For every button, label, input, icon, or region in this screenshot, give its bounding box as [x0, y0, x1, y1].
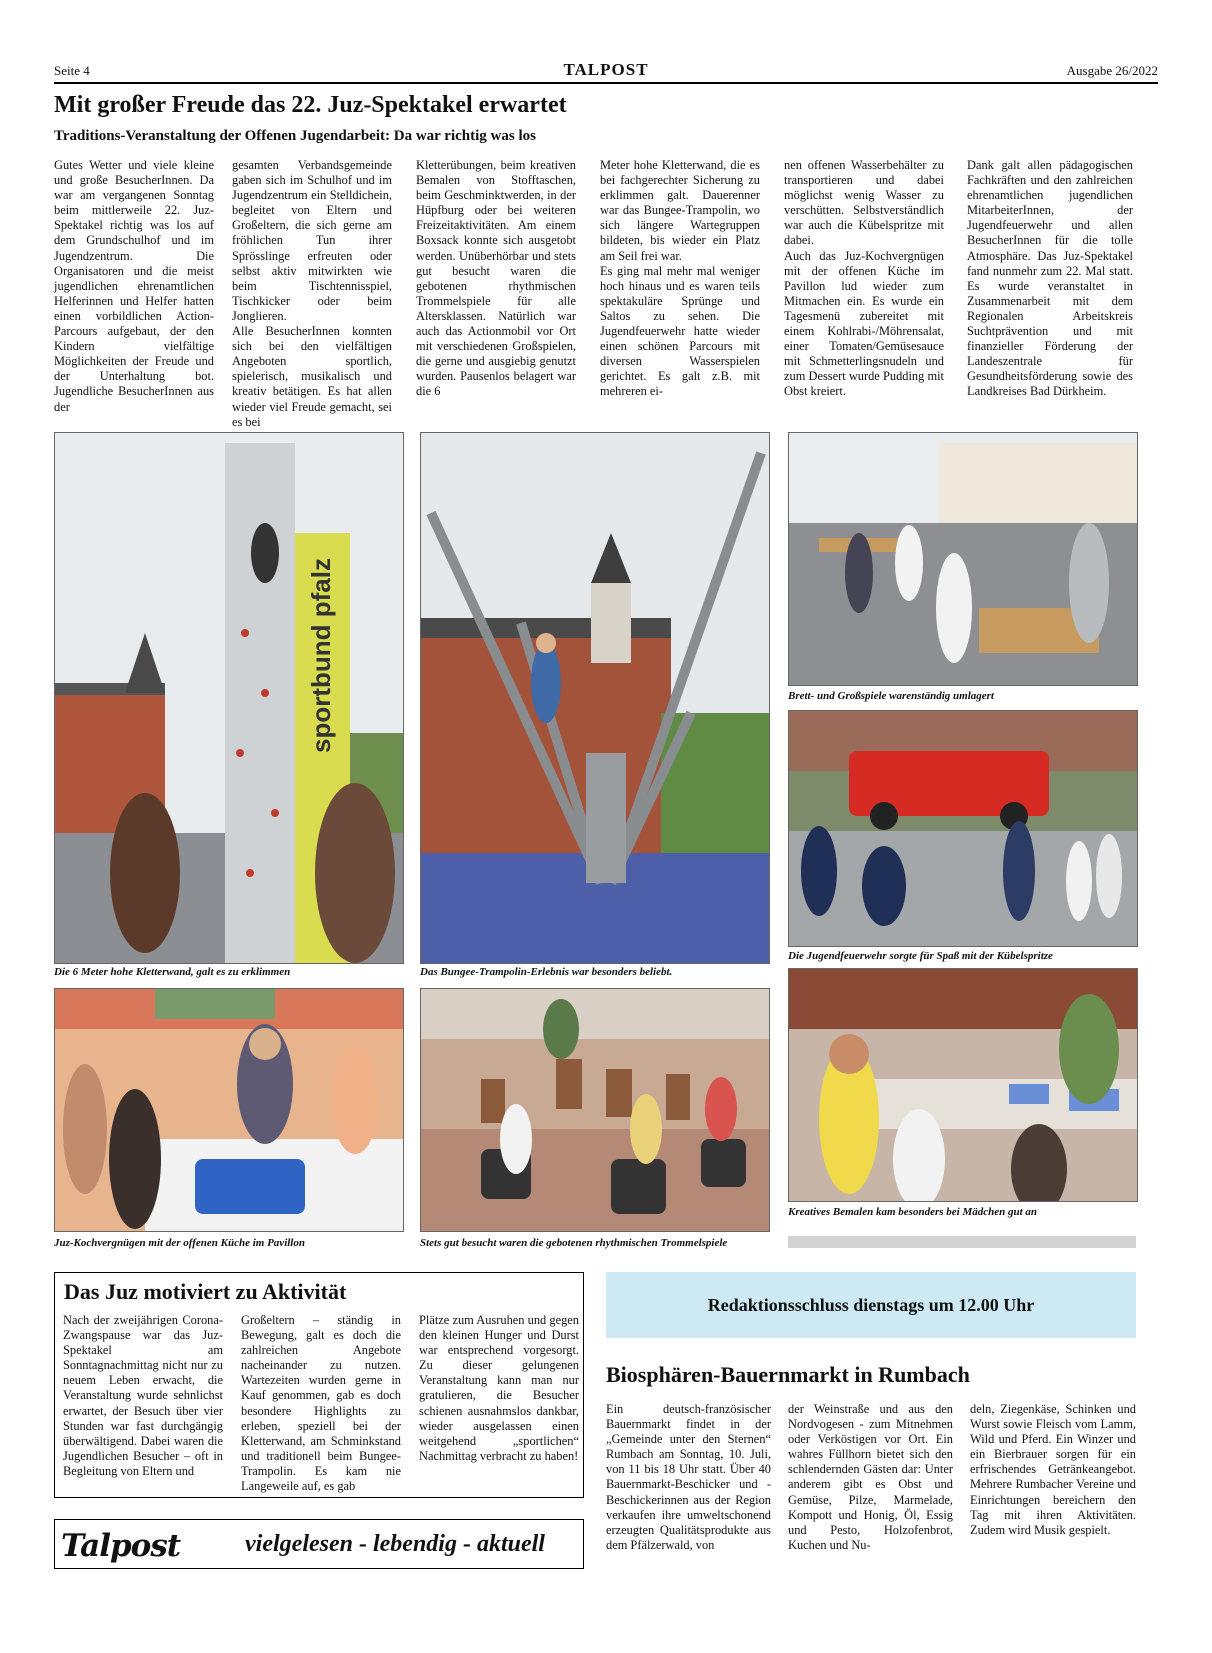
- page-number: Seite 4: [54, 63, 90, 78]
- side-article-box: [54, 1272, 584, 1498]
- board-games-photo: [788, 432, 1138, 686]
- climbing-wall-photo: [54, 432, 404, 964]
- talpost-logo: Talpost: [61, 1528, 181, 1564]
- fire-brigade-photo: [788, 710, 1138, 947]
- article-column-3: [416, 158, 576, 400]
- photo-caption: Stets gut besucht waren die gebotenen rhythmischen Trommelspiele: [420, 1237, 728, 1249]
- divider-bar: [788, 1236, 1136, 1248]
- paragraph: Meter hohe Kletterwand, die es bei fachgerechter Sicherung zu erklimmen galt. Dauerenner war das Bungee-Trampolin, wo sich längere Wartegruppen bildeten, bis wieder ein Platz am Seil frei war.: [600, 158, 760, 263]
- drumming-photo: [420, 988, 770, 1232]
- market-column-2: der Weinstraße und aus den Nordvogesen - zum Mitnehmen oder Verköstigen vor Ort. Ein wahres Füllhorn bietet sich den schlendernden Gästen dar: Unter anderem gibt es Obst und Gemüse, Pilze, Marmelade, Kompott und Honig, Öl, Essig und Pesto, Holzofenbrot, Kuchen und Nu-: [788, 1402, 953, 1552]
- paper-title: TALPOST: [563, 60, 649, 79]
- side-article-column-2: Großeltern – ständig in Bewegung, galt es doch die zahlreichen Angebote nacheinander zu nutzen. Wartezeiten wurden gerne in Kauf genommen, gab es doch besondere Highlights zu erleben, speziell bei der Kletterwand, am Schminkstand und traditionell beim Bungee-Trampolin. Es kam nie Langeweile auf, es gab: [241, 1313, 401, 1494]
- sign-text: sportbund pfalz: [306, 558, 336, 753]
- market-column-3: deln, Ziegenkäse, Schinken und Wurst sowie Fleisch vom Lamm, Wild und Pferd. Ein Winzer und ein Bierbrauer sorgen für ein erfrischendes Getränkeangebot. Mehrere Rumbacher Vereine und Einrichtungen bereichern den Tag mit ihren Aktivitäten. Zudem wird Musik gespielt.: [970, 1402, 1136, 1537]
- paragraph: Kletterübungen, beim kreativen Bemalen von Stofftaschen, beim Geschminktwerden, in der Hüpfburg oder bei weiteren Freizeitaktivitäten. Am einem Boxsack konnte sich ausgetobt werden. Unüberhörbar und stets gut besucht waren die gebotenen rhythmischen Trommelspiele für alle Altersklassen. Natürlich war auch das Actionmobil vor Ort mit verschiedenen Großspielen, die gerne und ausgiebig genutzt wurden. Pausenlos belagert war die 6: [416, 158, 576, 399]
- bungee-trampoline-photo: [420, 432, 770, 964]
- deadline-callout: Redaktionsschluss dienstags um 12.00 Uhr: [606, 1272, 1136, 1338]
- article-subheadline: Traditions-Veranstaltung der Offenen Jugendarbeit: Da war richtig was los: [54, 128, 536, 144]
- photo-caption: Die 6 Meter hohe Kletterwand, galt es zu erklimmen: [54, 966, 291, 978]
- paragraph: Dank galt allen pädagogischen Fachkräften und den zahlreichen ehrenamtlichen jugendlichen MitarbeiterInnen, der Jugendfeuerwehr und allen BesucherInnen für die tolle Atmosphäre. Das Juz-Spektakel fand nunmehr zum 22. Mal statt. Es wurde veranstaltet in Zusammenarbeit mit dem Regionalen Arbeitskreis Suchtprävention und mit finanzieller Förderung der Landeszentrale für Gesundheitsförderung sowie des Landkreises Bad Dürkheim.: [967, 158, 1133, 399]
- paragraph: Gutes Wetter und viele kleine und große BesucherInnen. Da war am vergangenen Sonntag beim mittlerweile 22. Juz-Spektakel richtig was los auf dem Grundschulhof und im Jugendzentrum. Die Organisatoren und die meist jugendlichen ehrenamtlichen Helferinnen und Helfer hatten einen vorbildlichen Action-Parcours aufgebaut, der den Kindern vielfältige Möglichkeiten der Freude und der Unterhaltung bot. Jugendliche BesucherInnen aus der: [54, 158, 214, 414]
- article-column-5: [784, 158, 944, 400]
- issue-number: Ausgabe 26/2022: [1066, 63, 1158, 78]
- paragraph: Alle BesucherInnen konnten sich bei den vielfältigen Angeboten sportlich, spielerisch, musikalisch und kreativ betätigen. Es hat allen wieder viel Freude gemacht, sei es bei: [232, 324, 392, 429]
- side-article-column-3: Plätze zum Ausruhen und gegen den kleinen Hunger und Durst war entsprechend vorgesorgt. Zu dieser gelungenen Veranstaltung kann man nur gratulieren, die Besucher schienen ausnahmslos dankbar, wieder ausgelassen einen weitgehend „sportlichen“ Nachmittag verbracht zu haben!: [419, 1313, 579, 1463]
- side-article-column-1: Nach der zweijährigen Corona-Zwangspause war das Juz-Spektakel am Sonntagnachmittag nicht nur zu neuem Leben erwacht, die Veranstaltung wurde sehnlichst erwartet, der Besuch über vier Stunden war fast durchgängig überwältigend. Dabei waren die Jugendlichen Besucher – oft in Begleitung von Eltern und: [63, 1313, 223, 1478]
- article-headline: Mit großer Freude das 22. Juz-Spektakel erwartet: [54, 92, 567, 118]
- cooking-photo: [54, 988, 404, 1232]
- page-header: [54, 60, 1158, 84]
- side-article-headline: Das Juz motiviert zu Aktivität: [64, 1279, 347, 1304]
- market-headline: Biosphären-Bauernmarkt in Rumbach: [606, 1362, 970, 1387]
- paragraph: nen offenen Wasserbehälter zu transportieren und dabei möglichst wenig Wasser zu verschütten. Selbstverständlich war auch die Kübelspritze mit dabei.: [784, 158, 944, 248]
- market-column-1: Ein deutsch-französischer Bauernmarkt findet in der „Gemeinde unter den Sternen“ Rumbach am Sonntag, 10. Juli, von 11 bis 18 Uhr statt. Über 40 Bauernmarkt-Beschicker und -Beschickerinnen aus der Region verkaufen ihre umweltschonend erzeugten Qualitätsprodukte aus dem Pfälzerwald, von: [606, 1402, 771, 1552]
- article-column-1: [54, 158, 214, 415]
- promo-box: [54, 1519, 584, 1569]
- photo-caption: Das Bungee-Trampolin-Erlebnis war besonders beliebt.: [420, 966, 673, 978]
- photo-caption: Brett- und Großspiele warenständig umlagert: [788, 690, 994, 702]
- article-column-2: [232, 158, 392, 430]
- promo-slogan: vielgelesen - lebendig - aktuell: [245, 1531, 545, 1557]
- photo-caption: Die Jugendfeuerwehr sorgte für Spaß mit der Kübelspritze: [788, 950, 1053, 962]
- painting-photo: [788, 968, 1138, 1202]
- paragraph: Auch das Juz-Kochvergnügen mit der offenen Küche im Pavillon lud wieder zum Mitmachen ein. Es wurde ein Tagesmenü zubereitet mit einem Kohlrabi-/Möhrensalat, einer Tomaten/Gemüsesauce mit Schmetterlingsnudeln und zum Dessert wurde Pudding mit Obst kreiert.: [784, 248, 944, 399]
- paragraph: Es ging mal mehr mal weniger hoch hinaus und es waren teils spektakuläre Sprünge und Saltos zu sehen. Die Jugendfeuerwehr hatte wieder einen schönen Parcours mit diversen Wasserspielen gerichtet. Es galt z.B. mit mehreren ei-: [600, 263, 760, 399]
- paragraph: gesamten Verbandsgemeinde gaben sich im Schulhof und im Jugendzentrum ein Stelldichein, begleitet von Eltern und Großeltern, die sich gerne am fröhlichen Tun ihrer Sprösslinge erfreuten oder selbst aktiv mitwirkten wie beim Tischtennisspiel, Tischkicker oder beim Jonglieren.: [232, 158, 392, 323]
- photo-caption: Juz-Kochvergnügen mit der offenen Küche im Pavillon: [54, 1237, 305, 1249]
- article-column-6: [967, 158, 1133, 400]
- article-column-4: [600, 158, 760, 400]
- photo-caption: Kreatives Bemalen kam besonders bei Mädchen gut an: [788, 1206, 1038, 1218]
